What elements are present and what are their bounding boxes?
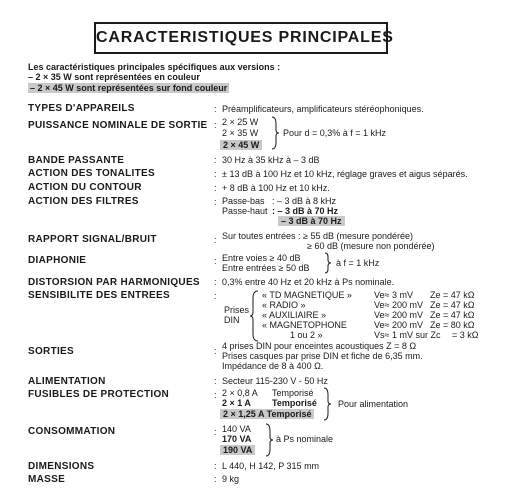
brace-puissance (270, 116, 280, 150)
label-bande: BANDE PASSANTE (28, 155, 125, 166)
value-rapport-2: ≥ 60 dB (mesure non pondérée) (307, 241, 435, 251)
note-fusibles: Pour alimentation (338, 399, 409, 409)
value-types: Préamplificateurs, amplificateurs stéréophoniques. (222, 104, 424, 114)
value-bande: 30 Hz à 35 kHz à – 3 dB (222, 155, 320, 165)
label-sorties: SORTIES (28, 346, 74, 357)
colon: : (214, 120, 217, 130)
value-alimentation: Secteur 115-230 V - 50 Hz (222, 376, 328, 386)
colon: : (214, 197, 217, 207)
value-filtres-1b: : – 3 dB à 8 kHz (272, 196, 337, 206)
sens-r4-ze: Ze = 80 kΩ (430, 320, 475, 330)
value-contour: + 8 dB à 100 Hz et 10 kHz. (222, 183, 330, 193)
colon: : (214, 155, 217, 165)
colon: : (214, 235, 217, 245)
value-sorties-1: 4 prises DIN pour enceintes acoustiques Z = 8 Ω (222, 341, 417, 351)
value-filtres-3: – 3 dB à 70 Hz (278, 216, 345, 226)
label-distorsion: DISTORSION PAR HARMONIQUES (28, 277, 200, 288)
colon: : (214, 390, 217, 400)
label-types: TYPES D'APPAREILS (28, 103, 135, 114)
note-puissance: Pour d = 0,3% à f = 1 kHz (283, 128, 387, 138)
sens-r2-name: « RADIO » (262, 300, 306, 310)
colon: : (214, 291, 217, 301)
sens-r1-name: « TD MAGNETIQUE » (262, 290, 352, 300)
colon: : (214, 183, 217, 193)
sens-r3-ve: Ve≈ 200 mV (374, 310, 423, 320)
colon: : (214, 474, 217, 484)
colon: : (214, 376, 217, 386)
label-puissance: PUISSANCE NOMINALE DE SORTIE (28, 120, 208, 131)
label-dimensions: DIMENSIONS (28, 461, 95, 472)
value-distorsion: 0,3% entre 40 Hz et 20 kHz à Ps nominale. (222, 277, 395, 287)
label-rapport: RAPPORT SIGNAL/BRUIT (28, 234, 157, 245)
value-rapport-1: Sur toutes entrées : ≥ 55 dB (mesure pondérée) (222, 231, 414, 241)
colon: : (214, 277, 217, 287)
label-masse: MASSE (28, 474, 66, 485)
value-filtres-2b: : – 3 dB à 70 Hz (272, 206, 339, 216)
value-fusibles-1a: 2 × 0,8 A (222, 388, 258, 398)
note-consommation: à Ps nominale (276, 434, 334, 444)
value-tonalites: ± 13 dB à 100 Hz et 10 kHz, réglage graves et aigus séparés. (222, 169, 468, 179)
value-filtres-1a: Passe-bas (222, 196, 265, 206)
sens-r5-ve: Vs≈ 1 mV sur Zc (374, 330, 441, 340)
value-sorties-2: Prises casques par prise DIN et fiche de 6,35 mm. (222, 351, 423, 361)
value-puissance-1: 2 × 25 W (222, 117, 259, 127)
label-fusibles: FUSIBLES DE PROTECTION (28, 389, 170, 400)
label-filtres: ACTION DES FILTRES (28, 196, 139, 207)
colon: : (214, 256, 217, 266)
value-puissance-3: 2 × 45 W (220, 140, 262, 150)
note-diaphonie: à f = 1 kHz (336, 258, 380, 268)
value-consommation-3: 190 VA (220, 445, 255, 455)
colon: : (214, 104, 217, 114)
sens-r4-ve: Ve≈ 200 mV (374, 320, 423, 330)
value-consommation-1: 140 VA (222, 424, 251, 434)
value-puissance-2: 2 × 35 W (222, 128, 259, 138)
value-sensibilite-prises: Prises (224, 305, 250, 315)
value-filtres-2a: Passe-haut (222, 206, 268, 216)
brace-fusibles (322, 387, 332, 421)
value-fusibles-2a: 2 × 1 A (222, 398, 251, 408)
value-diaphonie-1: Entre voies ≥ 40 dB (222, 253, 301, 263)
intro-line-2: – 2 × 35 W sont représentées en couleur (28, 72, 200, 82)
brace-consommation (264, 423, 274, 457)
sens-r3-name: « AUXILIAIRE » (262, 310, 327, 320)
sens-r1-ze: Ze = 47 kΩ (430, 290, 475, 300)
label-alimentation: ALIMENTATION (28, 376, 106, 387)
label-diaphonie: DIAPHONIE (28, 255, 87, 266)
sens-r3-ze: Ze = 47 kΩ (430, 310, 475, 320)
value-fusibles-1b: Temporisé (272, 388, 314, 398)
intro-line-3: – 2 × 45 W sont représentées sur fond couleur (30, 83, 228, 93)
sens-r4-name: « MAGNETOPHONE (262, 320, 347, 330)
value-sorties-3: Impédance de 8 à 400 Ω. (222, 361, 324, 371)
intro-line-1: Les caractéristiques principales spécifiques aux versions : (28, 62, 281, 72)
sens-r2-ve: Ve≈ 200 mV (374, 300, 423, 310)
value-consommation-2: 170 VA (222, 434, 252, 444)
value-fusibles-2b: Temporisé (272, 398, 317, 408)
value-diaphonie-2: Entre entrées ≥ 50 dB (222, 263, 310, 273)
label-contour: ACTION DU CONTOUR (28, 182, 142, 193)
sens-r2-ze: Ze = 47 kΩ (430, 300, 475, 310)
label-sensibilite: SENSIBILITE DES ENTREES (28, 290, 170, 301)
page-title: CARACTERISTIQUES PRINCIPALES (94, 22, 388, 54)
label-tonalites: ACTION DES TONALITES (28, 168, 155, 179)
brace-diaphonie (323, 252, 333, 274)
colon: : (214, 461, 217, 471)
colon: : (214, 427, 217, 437)
colon: : (214, 346, 217, 356)
value-fusibles-3: 2 × 1,25 A Temporisé (220, 409, 314, 419)
value-masse: 9 kg (222, 474, 240, 484)
sens-r5-name: 1 ou 2 » (290, 330, 323, 340)
colon: : (214, 169, 217, 179)
brace-sensibilite (248, 290, 260, 342)
value-sensibilite-din: DIN (224, 315, 240, 325)
sens-r1-ve: Ve≈ 3 mV (374, 290, 413, 300)
label-consommation: CONSOMMATION (28, 426, 116, 437)
value-dimensions: L 440, H 142, P 315 mm (222, 461, 320, 471)
sens-r5-ze: = 3 kΩ (452, 330, 479, 340)
